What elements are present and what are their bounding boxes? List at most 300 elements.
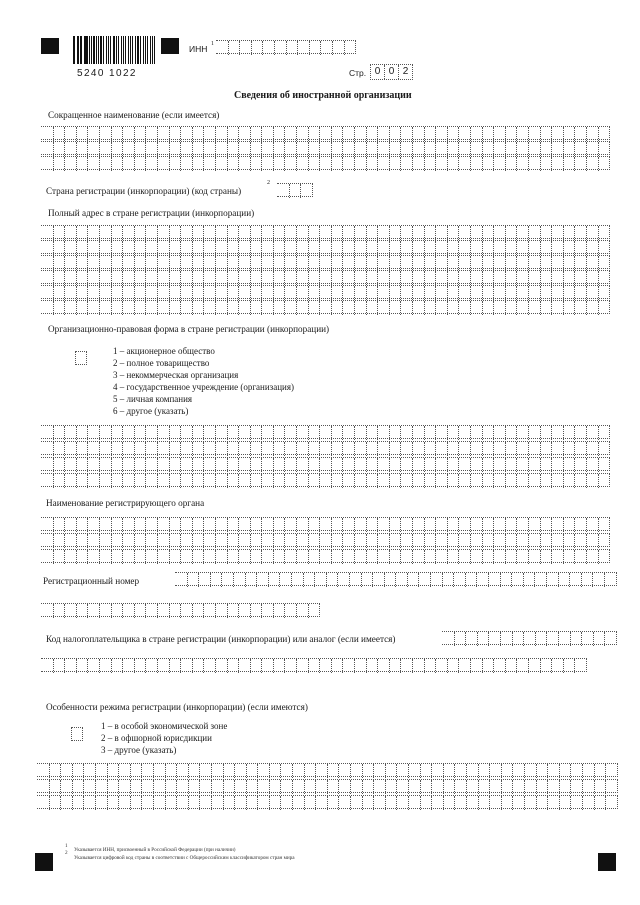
char-cell[interactable] <box>354 241 366 255</box>
char-cell[interactable] <box>64 659 76 673</box>
char-cell[interactable] <box>528 301 540 315</box>
char-cell[interactable] <box>215 474 227 488</box>
char-cell[interactable] <box>153 796 165 810</box>
char-cell[interactable] <box>443 764 455 778</box>
char-cell[interactable] <box>528 518 540 532</box>
char-cell[interactable] <box>122 286 134 300</box>
char-cell[interactable] <box>257 796 269 810</box>
char-cell[interactable] <box>203 534 215 548</box>
char-cell[interactable] <box>250 534 262 548</box>
char-cell[interactable] <box>273 442 285 456</box>
char-cell[interactable] <box>400 518 412 532</box>
char-cell[interactable] <box>493 426 505 440</box>
char-cell[interactable] <box>528 426 540 440</box>
char-cell[interactable] <box>331 426 343 440</box>
char-cell[interactable] <box>563 127 575 141</box>
char-cell[interactable] <box>458 426 470 440</box>
char-cell[interactable] <box>342 426 354 440</box>
char-cell[interactable] <box>203 659 215 673</box>
char-cell[interactable] <box>192 659 204 673</box>
char-cell[interactable] <box>551 226 563 240</box>
char-cell[interactable] <box>454 632 466 646</box>
char-cell[interactable] <box>337 573 349 587</box>
char-cell[interactable] <box>435 518 447 532</box>
char-cell[interactable] <box>157 286 169 300</box>
char-cell[interactable] <box>453 573 465 587</box>
char-cell[interactable] <box>261 127 273 141</box>
char-cell[interactable] <box>396 764 408 778</box>
char-cell[interactable] <box>559 796 571 810</box>
char-cell[interactable] <box>49 764 61 778</box>
char-cell[interactable] <box>261 286 273 300</box>
char-cell[interactable] <box>327 796 339 810</box>
char-cell[interactable] <box>505 550 517 564</box>
char-cell[interactable] <box>458 271 470 285</box>
char-cell[interactable] <box>338 780 350 794</box>
char-cell[interactable] <box>524 796 536 810</box>
char-cell[interactable] <box>366 550 378 564</box>
short-name-row[interactable] <box>41 141 610 155</box>
char-cell[interactable] <box>400 256 412 270</box>
char-cell[interactable] <box>482 256 494 270</box>
char-cell[interactable] <box>107 764 119 778</box>
char-cell[interactable] <box>141 780 153 794</box>
reg-authority-row[interactable] <box>41 533 610 547</box>
char-cell[interactable] <box>37 764 49 778</box>
char-cell[interactable] <box>586 127 598 141</box>
char-cell[interactable] <box>203 604 215 618</box>
char-cell[interactable] <box>227 226 239 240</box>
char-cell[interactable] <box>122 458 134 472</box>
char-cell[interactable] <box>246 780 258 794</box>
char-cell[interactable] <box>37 780 49 794</box>
char-cell[interactable] <box>180 458 192 472</box>
char-cell[interactable] <box>41 659 53 673</box>
char-cell[interactable] <box>111 226 123 240</box>
char-cell[interactable] <box>169 271 181 285</box>
char-cell[interactable] <box>145 256 157 270</box>
char-cell[interactable] <box>327 780 339 794</box>
char-cell[interactable] <box>505 518 517 532</box>
char-cell[interactable] <box>389 659 401 673</box>
char-cell[interactable] <box>512 796 524 810</box>
char-cell[interactable] <box>192 301 204 315</box>
char-cell[interactable] <box>180 286 192 300</box>
char-cell[interactable] <box>362 764 374 778</box>
char-cell[interactable] <box>400 286 412 300</box>
char-cell[interactable] <box>447 241 459 255</box>
char-cell[interactable] <box>377 271 389 285</box>
char-cell[interactable] <box>315 764 327 778</box>
char-cell[interactable] <box>64 518 76 532</box>
char-cell[interactable] <box>458 241 470 255</box>
char-cell[interactable] <box>134 550 146 564</box>
char-cell[interactable] <box>308 157 320 171</box>
char-cell[interactable] <box>424 458 436 472</box>
char-cell[interactable] <box>344 41 356 55</box>
char-cell[interactable] <box>215 271 227 285</box>
char-cell[interactable] <box>238 142 250 156</box>
char-cell[interactable] <box>122 426 134 440</box>
char-cell[interactable] <box>169 286 181 300</box>
char-cell[interactable] <box>377 286 389 300</box>
char-cell[interactable] <box>215 426 227 440</box>
char-cell[interactable] <box>594 796 606 810</box>
char-cell[interactable] <box>563 142 575 156</box>
char-cell[interactable] <box>377 659 389 673</box>
char-cell[interactable] <box>157 518 169 532</box>
char-cell[interactable] <box>238 157 250 171</box>
char-cell[interactable] <box>482 518 494 532</box>
char-cell[interactable] <box>412 518 424 532</box>
char-cell[interactable] <box>261 157 273 171</box>
char-cell[interactable] <box>470 157 482 171</box>
char-cell[interactable] <box>41 550 53 564</box>
char-cell[interactable] <box>134 442 146 456</box>
char-cell[interactable] <box>570 796 582 810</box>
char-cell[interactable] <box>563 271 575 285</box>
char-cell[interactable] <box>493 550 505 564</box>
char-cell[interactable] <box>76 226 88 240</box>
char-cell[interactable] <box>145 604 157 618</box>
char-cell[interactable] <box>431 780 443 794</box>
char-cell[interactable] <box>53 458 65 472</box>
char-cell[interactable] <box>505 442 517 456</box>
char-cell[interactable] <box>284 534 296 548</box>
char-cell[interactable] <box>477 632 489 646</box>
char-cell[interactable] <box>319 474 331 488</box>
char-cell[interactable] <box>308 442 320 456</box>
char-cell[interactable] <box>586 301 598 315</box>
char-cell[interactable] <box>563 518 575 532</box>
char-cell[interactable] <box>586 442 598 456</box>
char-cell[interactable] <box>331 226 343 240</box>
char-cell[interactable] <box>238 442 250 456</box>
char-cell[interactable] <box>546 573 558 587</box>
char-cell[interactable] <box>60 796 72 810</box>
char-cell[interactable] <box>563 301 575 315</box>
char-cell[interactable] <box>319 534 331 548</box>
char-cell[interactable] <box>296 301 308 315</box>
char-cell[interactable] <box>261 550 273 564</box>
char-cell[interactable] <box>540 534 552 548</box>
char-cell[interactable] <box>605 780 617 794</box>
char-cell[interactable] <box>192 256 204 270</box>
char-cell[interactable] <box>76 604 88 618</box>
char-cell[interactable] <box>60 780 72 794</box>
char-cell[interactable] <box>574 127 586 141</box>
char-cell[interactable] <box>547 796 559 810</box>
char-cell[interactable] <box>536 764 548 778</box>
char-cell[interactable] <box>192 142 204 156</box>
char-cell[interactable] <box>215 659 227 673</box>
char-cell[interactable] <box>570 780 582 794</box>
char-cell[interactable] <box>296 226 308 240</box>
char-cell[interactable] <box>551 426 563 440</box>
char-cell[interactable] <box>505 458 517 472</box>
char-cell[interactable] <box>516 157 528 171</box>
char-cell[interactable] <box>118 780 130 794</box>
char-cell[interactable] <box>470 226 482 240</box>
char-cell[interactable] <box>308 550 320 564</box>
char-cell[interactable] <box>516 127 528 141</box>
char-cell[interactable] <box>582 780 594 794</box>
char-cell[interactable] <box>551 474 563 488</box>
char-cell[interactable] <box>424 442 436 456</box>
char-cell[interactable] <box>523 573 535 587</box>
char-cell[interactable] <box>489 780 501 794</box>
char-cell[interactable] <box>284 518 296 532</box>
char-cell[interactable] <box>412 142 424 156</box>
reg-number-row[interactable] <box>175 572 617 586</box>
char-cell[interactable] <box>400 534 412 548</box>
char-cell[interactable] <box>540 241 552 255</box>
char-cell[interactable] <box>516 550 528 564</box>
char-cell[interactable] <box>408 764 420 778</box>
char-cell[interactable] <box>76 474 88 488</box>
char-cell[interactable] <box>273 142 285 156</box>
char-cell[interactable] <box>192 550 204 564</box>
char-cell[interactable] <box>286 41 298 55</box>
char-cell[interactable] <box>458 550 470 564</box>
legal-form-choice-cell[interactable] <box>75 351 87 365</box>
char-cell[interactable] <box>238 241 250 255</box>
char-cell[interactable] <box>594 764 606 778</box>
char-cell[interactable] <box>604 632 616 646</box>
char-cell[interactable] <box>99 550 111 564</box>
char-cell[interactable] <box>134 301 146 315</box>
char-cell[interactable] <box>134 659 146 673</box>
legal-form-other-row[interactable] <box>41 473 610 487</box>
char-cell[interactable] <box>400 442 412 456</box>
char-cell[interactable] <box>122 241 134 255</box>
char-cell[interactable] <box>574 474 586 488</box>
char-cell[interactable] <box>238 518 250 532</box>
char-cell[interactable] <box>203 256 215 270</box>
char-cell[interactable] <box>551 301 563 315</box>
char-cell[interactable] <box>389 157 401 171</box>
char-cell[interactable] <box>257 780 269 794</box>
char-cell[interactable] <box>593 632 605 646</box>
char-cell[interactable] <box>273 271 285 285</box>
char-cell[interactable] <box>482 142 494 156</box>
char-cell[interactable] <box>238 286 250 300</box>
char-cell[interactable] <box>304 796 316 810</box>
char-cell[interactable] <box>424 550 436 564</box>
char-cell[interactable] <box>99 286 111 300</box>
char-cell[interactable] <box>435 256 447 270</box>
char-cell[interactable] <box>284 442 296 456</box>
char-cell[interactable] <box>586 518 598 532</box>
char-cell[interactable] <box>180 659 192 673</box>
char-cell[interactable] <box>227 534 239 548</box>
char-cell[interactable] <box>482 534 494 548</box>
char-cell[interactable] <box>528 127 540 141</box>
char-cell[interactable] <box>598 301 610 315</box>
char-cell[interactable] <box>342 458 354 472</box>
char-cell[interactable] <box>157 271 169 285</box>
char-cell[interactable] <box>203 127 215 141</box>
char-cell[interactable] <box>558 573 570 587</box>
char-cell[interactable] <box>273 286 285 300</box>
char-cell[interactable] <box>431 764 443 778</box>
char-cell[interactable] <box>373 796 385 810</box>
char-cell[interactable] <box>354 426 366 440</box>
char-cell[interactable] <box>165 764 177 778</box>
char-cell[interactable] <box>76 286 88 300</box>
char-cell[interactable] <box>308 659 320 673</box>
char-cell[interactable] <box>420 764 432 778</box>
char-cell[interactable] <box>122 474 134 488</box>
char-cell[interactable] <box>574 271 586 285</box>
char-cell[interactable] <box>400 659 412 673</box>
char-cell[interactable] <box>377 474 389 488</box>
char-cell[interactable] <box>493 474 505 488</box>
char-cell[interactable] <box>546 632 558 646</box>
char-cell[interactable] <box>157 458 169 472</box>
char-cell[interactable] <box>384 573 396 587</box>
char-cell[interactable] <box>87 226 99 240</box>
char-cell[interactable] <box>145 157 157 171</box>
char-cell[interactable] <box>188 780 200 794</box>
char-cell[interactable] <box>489 796 501 810</box>
char-cell[interactable] <box>41 301 53 315</box>
char-cell[interactable] <box>524 780 536 794</box>
char-cell[interactable] <box>342 474 354 488</box>
char-cell[interactable] <box>145 241 157 255</box>
char-cell[interactable] <box>424 534 436 548</box>
char-cell[interactable] <box>261 474 273 488</box>
char-cell[interactable] <box>516 458 528 472</box>
char-cell[interactable] <box>279 573 291 587</box>
char-cell[interactable] <box>284 142 296 156</box>
char-cell[interactable] <box>389 241 401 255</box>
char-cell[interactable] <box>350 796 362 810</box>
char-cell[interactable] <box>111 550 123 564</box>
char-cell[interactable] <box>366 142 378 156</box>
char-cell[interactable] <box>354 659 366 673</box>
char-cell[interactable] <box>216 41 228 55</box>
char-cell[interactable] <box>180 550 192 564</box>
char-cell[interactable] <box>366 301 378 315</box>
char-cell[interactable] <box>111 157 123 171</box>
char-cell[interactable] <box>157 157 169 171</box>
char-cell[interactable] <box>308 271 320 285</box>
char-cell[interactable] <box>297 41 309 55</box>
char-cell[interactable] <box>250 604 262 618</box>
char-cell[interactable] <box>111 241 123 255</box>
char-cell[interactable] <box>366 534 378 548</box>
char-cell[interactable] <box>134 241 146 255</box>
char-cell[interactable] <box>64 426 76 440</box>
char-cell[interactable] <box>366 442 378 456</box>
char-cell[interactable] <box>493 226 505 240</box>
char-cell[interactable] <box>505 226 517 240</box>
char-cell[interactable] <box>516 442 528 456</box>
char-cell[interactable] <box>412 157 424 171</box>
char-cell[interactable] <box>528 458 540 472</box>
char-cell[interactable] <box>296 474 308 488</box>
char-cell[interactable] <box>228 41 240 55</box>
char-cell[interactable] <box>505 256 517 270</box>
char-cell[interactable] <box>180 518 192 532</box>
char-cell[interactable] <box>41 271 53 285</box>
char-cell[interactable] <box>99 442 111 456</box>
char-cell[interactable] <box>350 780 362 794</box>
char-cell[interactable] <box>465 573 477 587</box>
char-cell[interactable] <box>563 256 575 270</box>
char-cell[interactable] <box>41 157 53 171</box>
char-cell[interactable] <box>99 518 111 532</box>
char-cell[interactable] <box>447 426 459 440</box>
char-cell[interactable] <box>76 157 88 171</box>
address-row[interactable] <box>41 300 610 314</box>
char-cell[interactable] <box>145 286 157 300</box>
char-cell[interactable] <box>516 474 528 488</box>
char-cell[interactable] <box>435 442 447 456</box>
char-cell[interactable] <box>598 127 610 141</box>
char-cell[interactable] <box>87 442 99 456</box>
char-cell[interactable] <box>396 780 408 794</box>
char-cell[interactable] <box>389 271 401 285</box>
char-cell[interactable] <box>342 241 354 255</box>
char-cell[interactable] <box>338 796 350 810</box>
char-cell[interactable] <box>41 286 53 300</box>
char-cell[interactable] <box>308 458 320 472</box>
char-cell[interactable] <box>458 286 470 300</box>
char-cell[interactable] <box>53 256 65 270</box>
char-cell[interactable] <box>273 518 285 532</box>
char-cell[interactable] <box>424 226 436 240</box>
char-cell[interactable] <box>238 474 250 488</box>
char-cell[interactable] <box>563 426 575 440</box>
char-cell[interactable] <box>435 534 447 548</box>
char-cell[interactable] <box>342 142 354 156</box>
char-cell[interactable] <box>157 241 169 255</box>
char-cell[interactable] <box>582 796 594 810</box>
char-cell[interactable] <box>95 764 107 778</box>
char-cell[interactable] <box>319 127 331 141</box>
char-cell[interactable] <box>470 241 482 255</box>
char-cell[interactable] <box>284 550 296 564</box>
char-cell[interactable] <box>188 764 200 778</box>
char-cell[interactable] <box>342 286 354 300</box>
char-cell[interactable] <box>540 142 552 156</box>
char-cell[interactable] <box>227 142 239 156</box>
char-cell[interactable] <box>366 241 378 255</box>
char-cell[interactable] <box>493 142 505 156</box>
char-cell[interactable] <box>251 41 263 55</box>
char-cell[interactable] <box>60 764 72 778</box>
regime-choice-cell[interactable] <box>71 727 83 741</box>
char-cell[interactable] <box>458 518 470 532</box>
char-cell[interactable] <box>308 604 320 618</box>
char-cell[interactable] <box>551 241 563 255</box>
char-cell[interactable] <box>505 659 517 673</box>
char-cell[interactable] <box>284 127 296 141</box>
char-cell[interactable] <box>412 256 424 270</box>
char-cell[interactable] <box>53 518 65 532</box>
char-cell[interactable] <box>165 796 177 810</box>
char-cell[interactable] <box>169 301 181 315</box>
char-cell[interactable] <box>284 474 296 488</box>
char-cell[interactable] <box>342 157 354 171</box>
char-cell[interactable] <box>342 518 354 532</box>
char-cell[interactable] <box>447 474 459 488</box>
char-cell[interactable] <box>291 573 303 587</box>
char-cell[interactable] <box>458 226 470 240</box>
char-cell[interactable] <box>389 550 401 564</box>
